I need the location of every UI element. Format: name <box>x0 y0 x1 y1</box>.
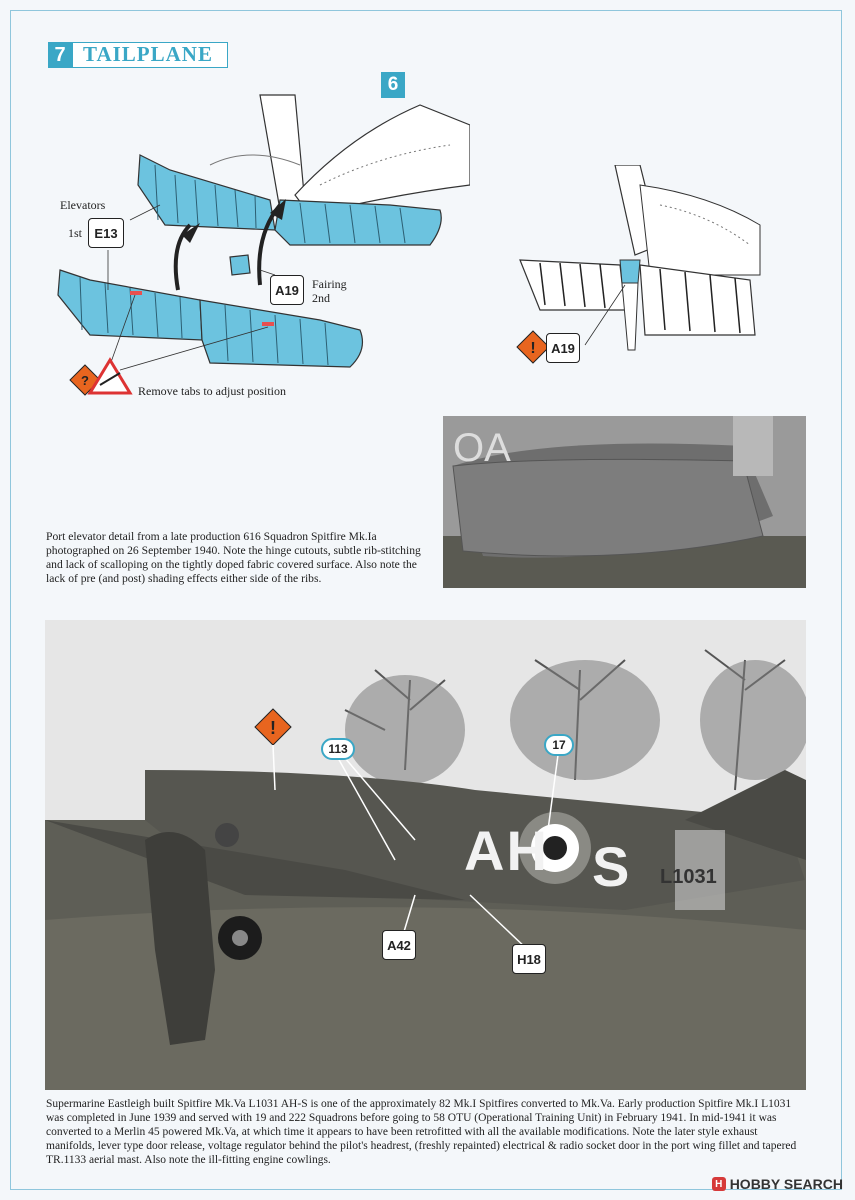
callout-113: 113 <box>321 738 355 760</box>
elevator-photo-caption: Port elevator detail from a late production 616 Squadron Spitfire Mk.Ia photographed on 26 September 1940. Note the hinge cutouts, subtle rib-stitching and lack of scalloping on the tightly doped fabric covered surface. Also note the lack of pre (and post) shading effects either side of the ribs. <box>46 530 421 585</box>
remove-tabs-note: Remove tabs to adjust position <box>138 384 286 398</box>
aircraft-serial: L1031 <box>660 866 717 888</box>
detail-part-a19: A19 <box>546 333 580 363</box>
elevators-label: Elevators <box>60 198 106 212</box>
spitfire-photo-caption: Supermarine Eastleigh built Spitfire Mk.Va L1031 AH-S is one of the approximately 82 Mk.I Spitfires converted to Mk.Va. Early production Spitfire Mk.I L1031 was completed in June 1939 and served with 19 and 222 Squadrons before going to 58 OTU (Operational Training Unit) in February 1941. In mid-1941 it was converted to a Merlin 45 powered Mk.Va, at which time it appears to have been retrofitted with all the available modifications. Note the later style exhaust manifolds, lever type door release, voltage regulator behind the pilot's headrest, (freshly repainted) electrical & radio socket door in the port wing fillet and tapered TR.1133 aerial mast. Also note the ill-fitting engine cowlings. <box>46 1098 797 1166</box>
svg-text:!: ! <box>530 340 536 357</box>
part-a19: A19 <box>270 275 304 305</box>
callout-17: 17 <box>544 734 574 756</box>
svg-text:?: ? <box>81 373 89 388</box>
hobby-search-watermark <box>712 1176 843 1192</box>
first-label: 1st <box>68 226 83 240</box>
fuselage-code: AH <box>464 819 549 882</box>
callout-a42: A42 <box>382 930 416 960</box>
callout-h18: H18 <box>512 944 546 974</box>
hobby-search-logo-icon: H <box>712 1177 726 1191</box>
svg-text:!: ! <box>270 718 276 738</box>
reference-step-number: 6 <box>381 72 405 98</box>
watermark-text: HOBBY SEARCH <box>729 1176 843 1192</box>
step-number: 7 <box>48 42 72 68</box>
svg-text:OA: OA <box>453 426 511 470</box>
fuselage-letter: S <box>592 835 630 898</box>
fairing-label: Fairing <box>312 277 347 291</box>
second-label: 2nd <box>312 291 330 305</box>
part-e13: E13 <box>88 218 124 248</box>
step-title: TAILPLANE <box>72 42 228 68</box>
